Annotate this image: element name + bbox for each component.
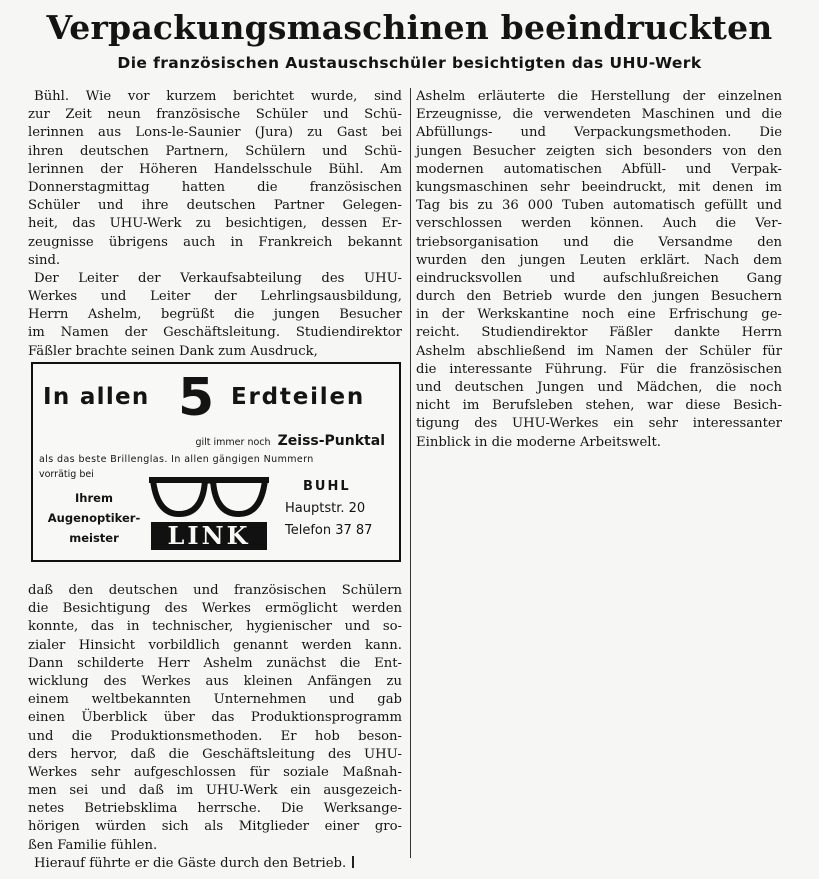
article-headline: Verpackungsmaschinen beeindruckten [46,8,773,47]
article-line: hörigen würden sich als Mitglieder einer gro- [28,819,402,835]
article-line: wurden den jungen Leuten erklärt. Nach dem [416,252,782,268]
ad-availability: vorrätig bei [39,469,94,480]
article-line: Donnerstagmittag hatten die französischen [28,179,402,195]
article-line: durch den Betrieb wurde den jungen Besuchern [416,289,782,305]
ad-headline [43,368,391,428]
article-line: einen Überblick über das Produktionsprogramm [28,710,402,726]
article-line: jungen Besucher zeigten sich besonders von den [416,143,782,159]
article-line: Werkes und Leiter der Lehrlingsausbildung, [28,289,402,305]
article-line: Werkes sehr aufgeschlossen für soziale Maßnah- [28,764,402,780]
ad-description: als das beste Brillenglas. In allen gängigen Nummern [39,454,314,465]
article-line: daß den deutschen und französischen Schülern [28,583,402,598]
article-line: Herrn Ashelm, begrüßt die jungen Besucher [28,307,402,323]
article-line: Ashelm abschließend im Namen der Schüler für [416,343,782,359]
ad-tagline [195,430,385,449]
article-line: modernen automatischen Abfüll- und Verpak- [416,161,782,177]
article-line: heit, das UHU-Werk zu besichtigen, dessen Er- [28,216,402,232]
ad-optiker-line: Ihrem [75,491,113,505]
ad-headline-prefix: In allen [43,384,150,410]
article-line: nicht im Berufsleben stehen, war diese Besich- [416,398,782,414]
article-line: und die Produktionsmethoden. Er hob beson- [28,728,402,744]
ad-address [285,476,372,542]
article-subheadline: Die französischen Austauschschüler besichtigten das UHU-Werk [117,54,702,72]
article-line: ßen Familie fühlen. [28,837,158,853]
article-line: die Besichtigung des Werkes ermöglicht werden [28,601,402,617]
article-line: sind. [28,252,61,268]
article-line: im Namen der Geschäftsleitung. Studiendirektor [28,325,402,341]
article-line: konnte, das in technischer, hygienischer und so- [28,619,402,635]
article-line: lerinnen aus Lons-le-Saunier (Jura) zu Gast bei [28,125,402,141]
article-line: Der Leiter der Verkaufsabteilung des UHU- [34,270,402,286]
ad-street: Hauptstr. 20 [285,501,366,516]
article-line: reicht. Studiendirektor Fäßler dankte Herrn [416,325,782,341]
article-line: ders hervor, daß die Geschäftsleitung des UHU- [28,746,402,762]
article-line: zialer Hinsicht vorbildlich genannt werden kann. [28,637,402,653]
article-line: Hierauf führte er die Gäste durch den Betrieb. [34,855,347,871]
ad-optiker-line: meister [69,531,119,545]
article-line: zur Zeit neun französische Schüler und Schü- [28,107,402,123]
article-line: in der Werkskantine noch eine Erfrischung ge- [416,307,782,323]
eyeglasses-icon [149,474,269,518]
article-line: Einblick in die moderne Arbeitswelt. [416,434,661,450]
ad-city: BUHL [303,479,351,494]
article-line: Schüler und ihre deutschen Partner Gelegen- [28,198,402,214]
article-line: einem weltbekannten Unternehmen und gab [28,692,402,708]
article-line: Bühl. Wie vor kurzem berichtet wurde, sind [34,89,402,104]
ad-shop-name: LINK [151,522,267,550]
article-line: Erzeugnisse, die verwendeten Maschinen und die [416,107,782,123]
ad-brand: Zeiss-Punktal [277,433,385,449]
ad-headline-number: 5 [178,368,215,428]
article-line: ihren deutschen Partnern, Schülern und Schü- [28,143,402,159]
article-line: zeugnisse übrigens auch in Frankreich bekannt [28,234,402,250]
right-column [416,88,782,452]
article-line: Fäßler brachte seinen Dank zum Ausdruck, [28,343,318,359]
article-line: wicklung des Werkes aus kleinen Anfängen zu [28,673,402,689]
article-line: eindrucksvollen und aufschlußreichen Gang [416,270,782,286]
article-line: und deutschen Jungen und Mädchen, die noch [416,380,782,395]
column-divider [410,88,411,858]
ad-tagline-small: gilt immer noch [195,437,271,448]
article-line: Dann schilderte Herr Ashelm zunächst die Ent- [28,655,402,671]
article-line: die interessante Führung. Für die französischen [416,361,782,377]
article-line: verschlossen werden können. Auch die Ver- [416,216,782,232]
left-column-top [28,88,402,361]
article-line: Tag bis zu 36 000 Tuben automatisch gefüllt und [416,198,782,214]
column-end-mark [352,856,354,868]
article-line: triebsorganisation und die Versandme den [416,234,782,250]
article-line: Abfüllungs- und Verpackungsmethoden. Die [416,125,782,141]
ad-optiker-line: Augenoptiker- [47,511,141,525]
ad-headline-suffix: Erdteilen [231,384,366,410]
article-line: netes Betriebsklima herrsche. Die Werksange- [28,801,402,817]
ad-phone: Telefon 37 87 [285,523,373,538]
left-column-bottom [28,582,402,873]
article-line: lerinnen der Höheren Handelsschule Bühl. Am [28,161,402,177]
article-line: kungsmaschinen sehr beeindruckt, mit denen im [416,179,782,195]
article-line: Ashelm erläuterte die Herstellung der einzelnen [416,89,782,104]
advertisement-box [31,362,401,562]
ad-optiker [39,488,149,548]
article-line: tigung des UHU-Werkes ein sehr interessanter [416,416,782,432]
article-line: men sei und daß im UHU-Werk ein ausgezeich- [28,783,402,799]
